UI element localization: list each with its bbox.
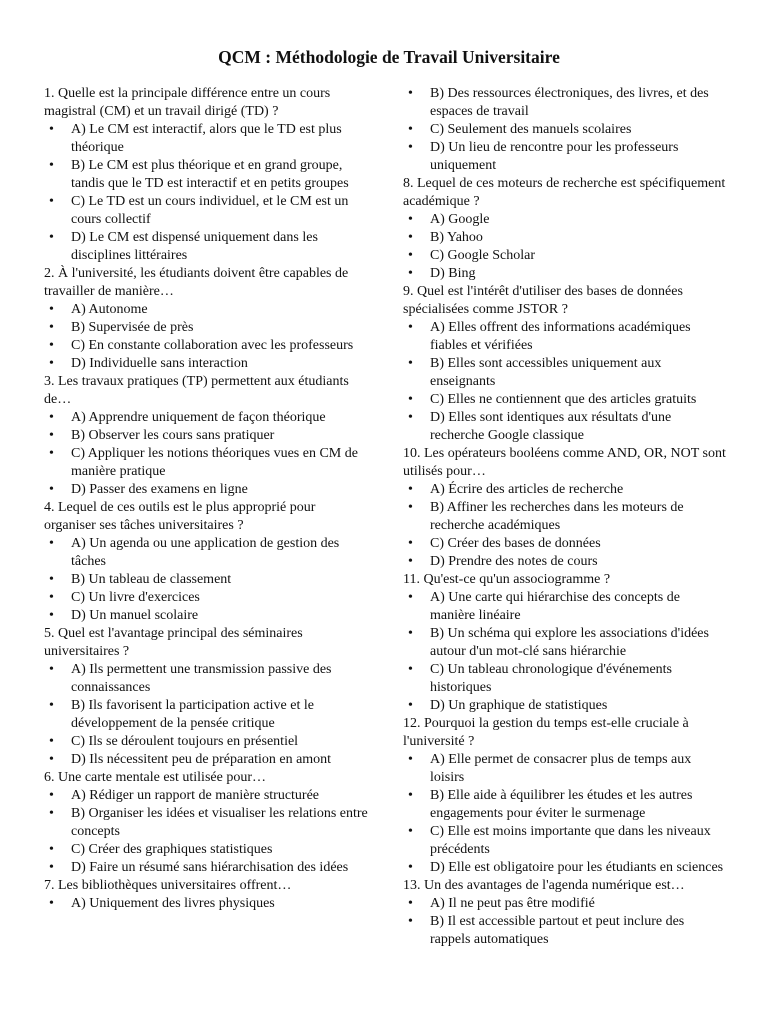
option-b: • B) Observer les cours sans pratiquer — [44, 427, 369, 445]
option-b: • B) Affiner les recherches dans les moteurs de recherche académiques — [403, 499, 728, 535]
options-list — [44, 895, 369, 913]
option-c: • C) Google Scholar — [403, 247, 728, 265]
options-list — [44, 121, 369, 265]
option-c: • C) Créer des graphiques statistiques — [44, 841, 369, 859]
option-a: • A) Elles offrent des informations académiques fiables et vérifiées — [403, 319, 728, 355]
left-column — [44, 85, 369, 949]
option-b: • B) Il est accessible partout et peut inclure des rappels automatiques — [403, 913, 728, 949]
options-list — [403, 85, 728, 175]
option-c: • C) Un tableau chronologique d'événements historiques — [403, 661, 728, 697]
option-b: • B) Un tableau de classement — [44, 571, 369, 589]
option-d: • D) Faire un résumé sans hiérarchisation des idées — [44, 859, 369, 877]
option-b: • B) Le CM est plus théorique et en grand groupe, tandis que le TD est interactif et en petits groupes — [44, 157, 369, 193]
option-b: • B) Elle aide à équilibrer les études et les autres engagements pour éviter le surmenage — [403, 787, 728, 823]
option-d: • D) Prendre des notes de cours — [403, 553, 728, 571]
options-list — [403, 751, 728, 877]
options-list — [44, 661, 369, 769]
question-2 — [44, 265, 369, 373]
options-list — [44, 787, 369, 877]
option-d: • D) Bing — [403, 265, 728, 283]
option-a: • A) Google — [403, 211, 728, 229]
question-text: 11. Qu'est-ce qu'un associogramme ? — [403, 572, 611, 587]
question-text: 13. Un des avantages de l'agenda numérique est… — [403, 878, 685, 893]
options-list — [403, 895, 728, 949]
question-7 — [44, 877, 369, 913]
option-d: • D) Individuelle sans interaction — [44, 355, 369, 373]
option-a: • A) Ils permettent une transmission passive des connaissances — [44, 661, 369, 697]
question-4 — [44, 499, 369, 625]
document-title: QCM : Méthodologie de Travail Universitaire — [218, 47, 560, 67]
option-a: • A) Il ne peut pas être modifié — [403, 895, 728, 913]
option-a: • A) Elle permet de consacrer plus de temps aux loisirs — [403, 751, 728, 787]
option-d: • D) Elle est obligatoire pour les étudiants en sciences — [403, 859, 728, 877]
options-list — [44, 301, 369, 373]
options-list — [44, 535, 369, 625]
question-text: 6. Une carte mentale est utilisée pour… — [44, 770, 266, 785]
option-b: • B) Elles sont accessibles uniquement aux enseignants — [403, 355, 728, 391]
question-9 — [403, 283, 728, 445]
option-a: • A) Écrire des articles de recherche — [403, 481, 728, 499]
question-text: 4. Lequel de ces outils est le plus approprié pour organiser ses tâches universitaires ? — [44, 500, 316, 533]
options-list — [403, 589, 728, 715]
option-d: • D) Passer des examens en ligne — [44, 481, 369, 499]
option-d: • D) Un lieu de rencontre pour les professeurs uniquement — [403, 139, 728, 175]
option-d: • D) Un graphique de statistiques — [403, 697, 728, 715]
option-d: • D) Le CM est dispensé uniquement dans les disciplines littéraires — [44, 229, 369, 265]
options-list — [403, 319, 728, 445]
option-c: • C) En constante collaboration avec les professeurs — [44, 337, 369, 355]
option-a: • A) Apprendre uniquement de façon théorique — [44, 409, 369, 427]
right-column — [403, 85, 728, 949]
option-c: • C) Seulement des manuels scolaires — [403, 121, 728, 139]
option-a: • A) Autonome — [44, 301, 369, 319]
options-list — [403, 481, 728, 571]
options-list — [403, 211, 728, 283]
question-8 — [403, 175, 728, 283]
two-column-body — [44, 85, 728, 949]
question-7-continued — [403, 85, 728, 175]
question-3 — [44, 373, 369, 499]
option-b: • B) Yahoo — [403, 229, 728, 247]
options-list — [44, 409, 369, 499]
option-c: • C) Elle est moins importante que dans les niveaux précédents — [403, 823, 728, 859]
option-b: • B) Ils favorisent la participation active et le développement de la pensée critique — [44, 697, 369, 733]
question-text: 12. Pourquoi la gestion du temps est-elle cruciale à l'université ? — [403, 716, 689, 749]
option-a: • A) Uniquement des livres physiques — [44, 895, 369, 913]
option-a: • A) Une carte qui hiérarchise des concepts de manière linéaire — [403, 589, 728, 625]
option-c: • C) Elles ne contiennent que des articles gratuits — [403, 391, 728, 409]
option-d: • D) Un manuel scolaire — [44, 607, 369, 625]
option-b: • B) Supervisée de près — [44, 319, 369, 337]
question-13 — [403, 877, 728, 949]
question-text: 9. Quel est l'intérêt d'utiliser des bases de données spécialisées comme JSTOR ? — [403, 284, 683, 317]
option-b: • B) Des ressources électroniques, des livres, et des espaces de travail — [403, 85, 728, 121]
option-a: • A) Le CM est interactif, alors que le TD est plus théorique — [44, 121, 369, 157]
question-text: 7. Les bibliothèques universitaires offrent… — [44, 878, 292, 893]
option-c: • C) Le TD est un cours individuel, et le CM est un cours collectif — [44, 193, 369, 229]
option-c: • C) Appliquer les notions théoriques vues en CM de manière pratique — [44, 445, 369, 481]
option-d: • D) Ils nécessitent peu de préparation en amont — [44, 751, 369, 769]
option-a: • A) Un agenda ou une application de gestion des tâches — [44, 535, 369, 571]
option-b: • B) Organiser les idées et visualiser les relations entre concepts — [44, 805, 369, 841]
question-12 — [403, 715, 728, 877]
option-c: • C) Créer des bases de données — [403, 535, 728, 553]
question-text: 5. Quel est l'avantage principal des séminaires universitaires ? — [44, 626, 303, 659]
question-10 — [403, 445, 728, 571]
option-c: • C) Un livre d'exercices — [44, 589, 369, 607]
question-text: 8. Lequel de ces moteurs de recherche est spécifiquement académique ? — [403, 176, 726, 209]
question-text: 2. À l'université, les étudiants doivent être capables de travailler de manière… — [44, 266, 349, 299]
option-a: • A) Rédiger un rapport de manière structurée — [44, 787, 369, 805]
option-c: • C) Ils se déroulent toujours en présentiel — [44, 733, 369, 751]
question-1 — [44, 85, 369, 265]
option-d: • D) Elles sont identiques aux résultats d'une recherche Google classique — [403, 409, 728, 445]
question-text: 3. Les travaux pratiques (TP) permettent aux étudiants de… — [44, 374, 349, 407]
option-b: • B) Un schéma qui explore les associations d'idées autour d'un mot-clé sans hiérarchie — [403, 625, 728, 661]
question-text: 10. Les opérateurs booléens comme AND, OR, NOT sont utilisés pour… — [403, 446, 726, 479]
question-11 — [403, 571, 728, 715]
question-6 — [44, 769, 369, 877]
question-text: 1. Quelle est la principale différence entre un cours magistral (CM) et un travail dirigé (TD) ? — [44, 86, 331, 119]
question-5 — [44, 625, 369, 769]
